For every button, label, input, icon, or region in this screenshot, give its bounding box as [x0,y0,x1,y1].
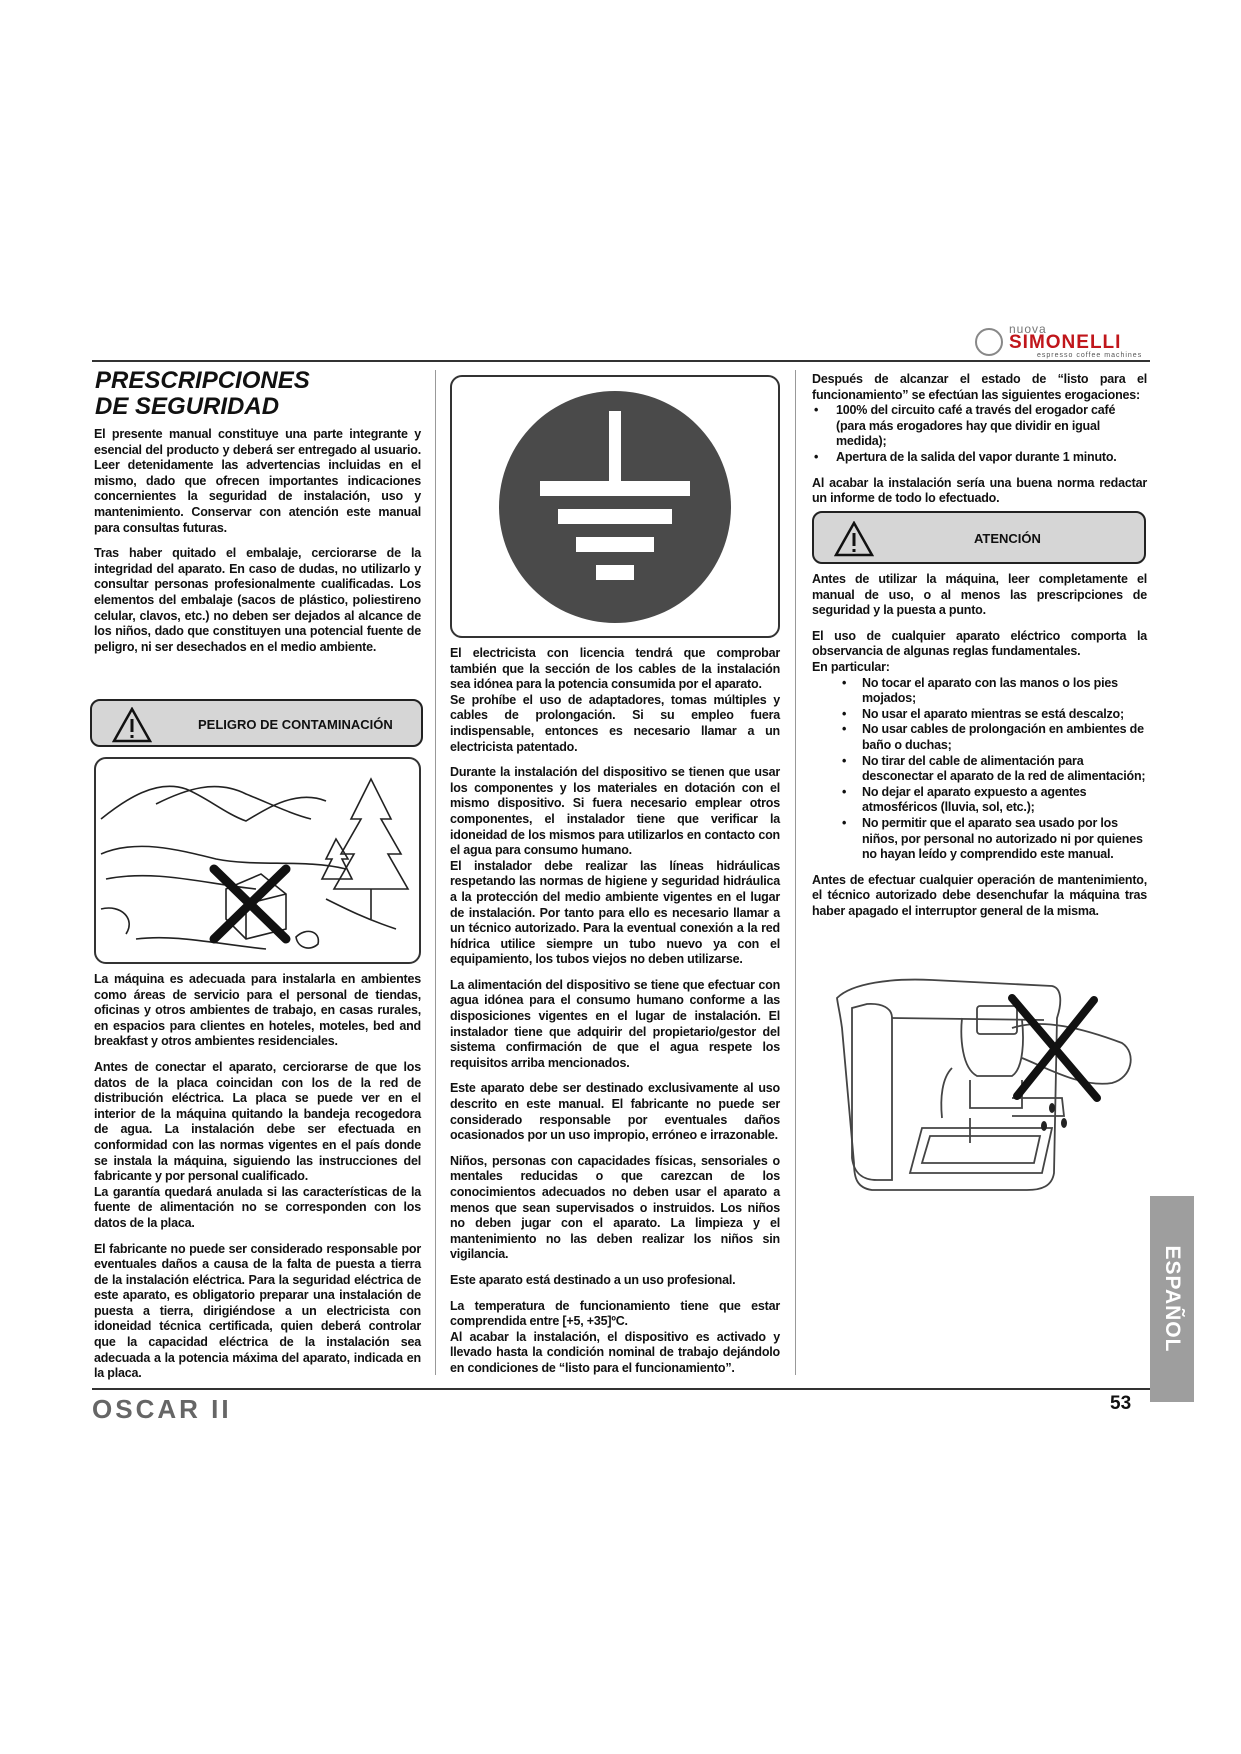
paragraph: Este aparato debe ser destinado exclusivamente al uso descrito en este manual. El fabricante no puede ser considerado responsable por eventuales daños ocasionados por un uso impropio, erróneo e irrazonable. [450,1081,780,1143]
paragraph: Durante la instalación del dispositivo se tienen que usar los componentes y los materiales en dotación con el mismo dispositivo. Si fuera necesario emplear otros componentes, el instalador tiene que verificar la idoneidad de los mismos para utilizarlos en contacto con el agua para consumo humano. [450,765,780,858]
simonelli-logo-icon [975,328,1003,356]
paragraph: La temperatura de funcionamiento tiene que estar comprendida entre [+5, +35]ºC. [450,1298,780,1329]
paragraph: El uso de cualquier aparato eléctrico comporta la observancia de algunas reglas fundamentales. [812,628,1147,659]
brand-name: SIMONELLI [1009,332,1122,353]
warning-label: ATENCIÓN [974,531,1041,546]
bullet-list [812,403,1147,465]
warning-triangle-icon [834,521,874,557]
paragraph: En particular: [812,659,890,674]
column-1-top [94,427,421,665]
page-title: PRESCRIPCIONES DE SEGURIDAD [95,367,310,420]
paragraph: El instalador debe realizar las líneas hidráulicas respetando las normas de higiene y seguridad hidráulica a la protección del medio ambiente vigentes en el lugar de instalación. Por tanto para ello es necesario llamar a un técnico autorizado. Para la eventual conexión a la red hídrica utilice siempre un tubo nuevo ya con el equipamiento, los tubos viejos no deben utilizarse. [450,858,780,967]
header-rule [92,360,1150,362]
paragraph: Antes de efectuar cualquier operación de mantenimiento, el técnico autorizado debe desenchufar la máquina tras haber apagado el interruptor general de la misma. [812,872,1147,918]
ground-symbol-figure [450,375,780,638]
list-item: • No tocar el aparato con las manos o los pies mojados; [812,676,1147,707]
electrical-rules-list [812,676,1147,863]
paragraph: La garantía quedará anulada si las características de la fuente de alimentación no se corresponden con los datos de la placa. [94,1184,421,1230]
paragraph: Al acabar la instalación, el dispositivo es activado y llevado hasta la condición nominal de trabajo dejándolo en condiciones de “listo para el funcionamiento”. [450,1329,780,1375]
paragraph: El presente manual constituye una parte integrante y esencial del producto y deberá ser entregado al usuario. Leer detenidamente las advertencias incluidas en el mismo, dado que ofrecen importantes indicaciones concernientes la seguridad de instalación, uso y mantenimiento. Conservar con atención este manual para consultas futuras. [94,427,421,535]
footer-rule [92,1388,1150,1390]
model-name: OSCAR II [92,1394,232,1424]
brand-prefix: nuova [1009,322,1047,336]
brand-logo [975,320,1145,360]
column-3-top [812,372,1147,517]
column-divider [795,370,796,1375]
list-item: • No usar cables de prolongación en ambientes de baño o duchas; [812,722,1147,753]
paragraph: Este aparato está destinado a un uso profesional. [450,1272,736,1287]
warning-label: PELIGRO DE CONTAMINACIÓN [198,717,393,732]
list-item: • No dejar el aparato expuesto a agentes atmosféricos (lluvia, sol, etc.); [812,785,1147,816]
column-3-middle [812,572,1147,929]
paragraph: Antes de conectar el aparato, cerciorarse de que los datos de la placa coincidan con los de la red de distribución eléctrica. La placa se puede ver en el interior de la máquina quitando la bandeja recogedora de agua. La instalación debe ser efectuada en conformidad con las normas vigentes en el país donde se instala la máquina, siguiendo las instrucciones del fabricante y por personal cualificado. [94,1059,421,1184]
attention-warning-box [812,511,1146,564]
paragraph: La alimentación del dispositivo se tiene que efectuar con agua idónea para el consumo humano conforme a las disposiciones vigentes en el lugar de instalación. El instalador tiene que adquirir del propietario/gestor del sistema confirmación de que el agua respete los requisitos arriba mencionados. [450,977,780,1070]
paragraph: Antes de utilizar la máquina, leer completamente el manual de uso, o al menos las prescripciones de seguridad y la puesta a punto. [812,572,1147,618]
paragraph: El electricista con licencia tendrá que comprobar también que la sección de los cables de la instalación sea idónea para la potencia consumida por el aparato. [450,646,780,692]
column-1-bottom [94,972,421,1392]
paragraph: Tras haber quitado el embalaje, cerciorarse de la integridad del aparato. En caso de dudas, no utilizarlo y consultar personas profesionalmente cualificadas. Los elementos del embalaje (sacos de plástico, poliestireno celular, clavos, etc.) no deben ser dejados al alcance de los niños, dado que constituyen una potencial fuente de peligro, ni ser desechados en el medio ambiente. [94,546,421,654]
brand-tagline: espresso coffee machines [1037,352,1143,359]
coffee-machine-no-wet-hands-illustration [812,958,1147,1213]
paragraph: Se prohíbe el uso de adaptadores, tomas múltiples y cables de prolongación. Si su empleo fuera indispensable, entonces es necesario llamar a un electricista patentado. [450,692,780,754]
contamination-warning-box [90,699,423,747]
paragraph: Niños, personas con capacidades físicas, sensoriales o mentales reducidas o que carezcan de los conocimientos adecuados no deben usar el aparato a menos que sean supervisados o instruidos. Los niños no deben jugar con el aparato. La limpieza y el mantenimiento no las deben realizar los niños sin vigilancia. [450,1153,780,1262]
landscape-no-dumping-illustration [96,759,419,962]
list-item: • Apertura de la salida del vapor durante 1 minuto. [812,450,1147,466]
list-item: • No tirar del cable de alimentación para desconectar el aparato de la red de alimentación; [812,754,1147,785]
earth-ground-icon [452,377,778,636]
environment-illustration [94,757,421,964]
paragraph: La máquina es adecuada para instalarla en ambientes como áreas de servicio para el personal de tiendas, oficinas y otros ambientes de trabajo, en casas rurales, en espacios para clientes en hoteles, moteles, bed and breakfast y otros ambientes residenciales. [94,972,421,1049]
language-tab-label: ESPAÑOL [1161,1245,1184,1353]
list-item: • No permitir que el aparato sea usado por los niños, por personal no autorizado ni por quienes no hayan leído y comprendido este manual. [812,816,1147,863]
column-divider [435,370,436,1375]
column-2 [450,646,780,1387]
paragraph: El fabricante no puede ser considerado responsable por eventuales daños a causa de la falta de puesta a tierra de la instalación eléctrica. Para la seguridad eléctrica de este aparato, es obligatorio preparar una instalación de puesta a tierra, dirigiéndose a un electricista con idoneidad técnica certificada, quien deberá controlar que la capacidad eléctrica de la instalación sea adecuada a la potencia máxima del aparato, indicada en la placa. [94,1241,421,1381]
paragraph: Al acabar la instalación sería una buena norma redactar un informe de todo lo efectuado. [812,475,1147,506]
paragraph: Después de alcanzar el estado de “listo para el funcionamiento” se efectúan las siguientes erogaciones: [812,372,1147,402]
coffee-machine-figure [812,958,1147,1213]
list-item: • 100% del circuito café a través del erogador café (para más erogadores hay que dividir en igual medida); [812,403,1147,450]
warning-triangle-icon [112,707,152,743]
list-item: • No usar el aparato mientras se está descalzo; [812,707,1147,723]
language-tab [1150,1196,1194,1402]
page-number: 53 [1110,1393,1132,1414]
